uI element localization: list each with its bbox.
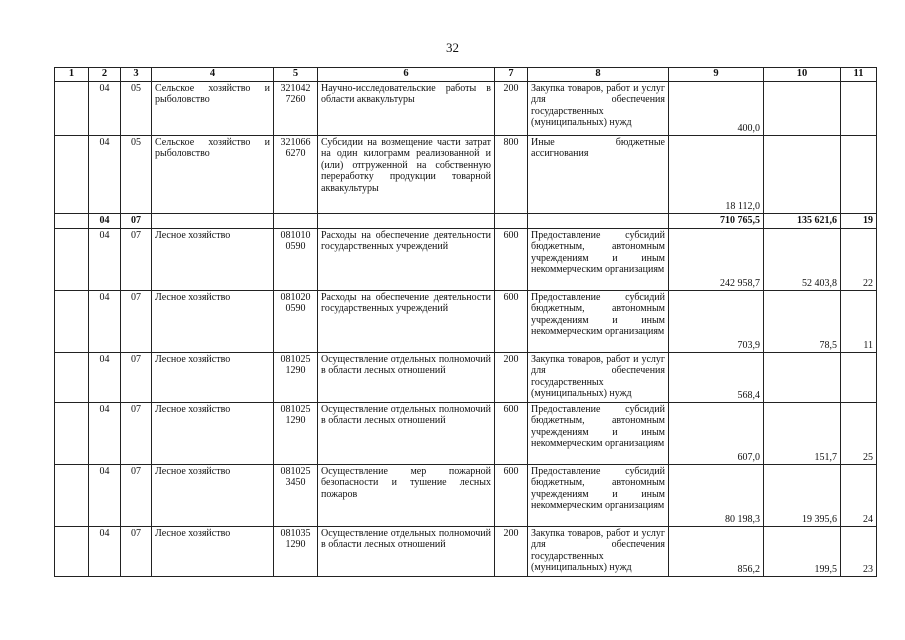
cell-c2: 04 [89, 527, 121, 577]
cell-c2: 04 [89, 291, 121, 353]
cell-c11 [841, 82, 877, 136]
table-row [55, 82, 877, 136]
header-cell: 10 [764, 68, 841, 82]
table-row-total [55, 214, 877, 229]
cell-c2: 04 [89, 82, 121, 136]
cell-c8: Иные бюджетные ассигнования [528, 136, 669, 214]
cell-c7: 200 [495, 353, 528, 403]
cell-c10 [764, 82, 841, 136]
cell-c2: 04 [89, 465, 121, 527]
cell-col-1 [55, 403, 89, 465]
cell-c7: 200 [495, 82, 528, 136]
cell-c10: 78,5 [764, 291, 841, 353]
header-cell: 4 [152, 68, 274, 82]
cell-c3: 07 [121, 291, 152, 353]
cell-c6 [318, 214, 495, 229]
cell-c6: Расходы на обеспечение деятельности государственных учреждений [318, 291, 495, 353]
header-cell: 2 [89, 68, 121, 82]
cell-c5: 081020 0590 [274, 291, 318, 353]
cell-c4: Сельское хозяйство и рыболовство [152, 82, 274, 136]
header-cell: 11 [841, 68, 877, 82]
cell-c8: Предоставление субсидий бюджетным, автономным учреждениям и иным некоммерческим организациям [528, 403, 669, 465]
cell-c2: 04 [89, 403, 121, 465]
cell-c4: Лесное хозяйство [152, 291, 274, 353]
cell-c11 [841, 353, 877, 403]
cell-c6: Осуществление мер пожарной безопасности и тушение лесных пожаров [318, 465, 495, 527]
table-row [55, 291, 877, 353]
header-cell: 8 [528, 68, 669, 82]
cell-c6: Осуществление отдельных полномочий в области лесных отношений [318, 527, 495, 577]
cell-c6: Осуществление отдельных полномочий в области лесных отношений [318, 403, 495, 465]
cell-c5: 081010 0590 [274, 229, 318, 291]
header-cell: 7 [495, 68, 528, 82]
cell-c11: 11 [841, 291, 877, 353]
cell-c10: 151,7 [764, 403, 841, 465]
cell-col-1 [55, 82, 89, 136]
budget-table [54, 67, 877, 577]
cell-c6: Научно-исследовательские работы в области аквакультуры [318, 82, 495, 136]
cell-col-1 [55, 291, 89, 353]
cell-c8: Закупка товаров, работ и услуг для обеспечения государственных (муниципальных) нужд [528, 353, 669, 403]
cell-c10: 199,5 [764, 527, 841, 577]
header-row [55, 68, 877, 82]
cell-c2: 04 [89, 229, 121, 291]
cell-c8: Закупка товаров, работ и услуг для обеспечения государственных (муниципальных) нужд [528, 527, 669, 577]
cell-c8: Предоставление субсидий бюджетным, автономным учреждениям и иным некоммерческим организациям [528, 291, 669, 353]
cell-c5 [274, 214, 318, 229]
cell-c6: Расходы на обеспечение деятельности государственных учреждений [318, 229, 495, 291]
header-cell: 1 [55, 68, 89, 82]
cell-c3: 07 [121, 465, 152, 527]
cell-c3: 07 [121, 527, 152, 577]
cell-c9: 856,2 [669, 527, 764, 577]
cell-col-1 [55, 353, 89, 403]
cell-c9: 18 112,0 [669, 136, 764, 214]
cell-c7: 200 [495, 527, 528, 577]
cell-c3: 05 [121, 136, 152, 214]
cell-c4: Лесное хозяйство [152, 353, 274, 403]
cell-c9: 607,0 [669, 403, 764, 465]
cell-c5: 081035 1290 [274, 527, 318, 577]
cell-c11: 23 [841, 527, 877, 577]
cell-c10: 135 621,6 [764, 214, 841, 229]
cell-c9: 400,0 [669, 82, 764, 136]
cell-c8: Предоставление субсидий бюджетным, автономным учреждениям и иным некоммерческим организациям [528, 465, 669, 527]
cell-col-1 [55, 229, 89, 291]
cell-c7 [495, 214, 528, 229]
cell-col-1 [55, 214, 89, 229]
header-cell: 9 [669, 68, 764, 82]
cell-c8: Закупка товаров, работ и услуг для обеспечения государственных (муниципальных) нужд [528, 82, 669, 136]
table-row [55, 403, 877, 465]
header-cell: 3 [121, 68, 152, 82]
cell-c5: 081025 1290 [274, 353, 318, 403]
cell-c4: Сельское хозяйство и рыболовство [152, 136, 274, 214]
cell-c11: 22 [841, 229, 877, 291]
cell-c4: Лесное хозяйство [152, 229, 274, 291]
table-row [55, 136, 877, 214]
table-row [55, 353, 877, 403]
page-number: 32 [446, 40, 459, 55]
table-row [55, 465, 877, 527]
table-row [55, 527, 877, 577]
cell-c2: 04 [89, 136, 121, 214]
cell-c6: Осуществление отдельных полномочий в области лесных отношений [318, 353, 495, 403]
cell-c4 [152, 214, 274, 229]
cell-c3: 07 [121, 229, 152, 291]
cell-c7: 800 [495, 136, 528, 214]
cell-c3: 07 [121, 214, 152, 229]
cell-c11: 24 [841, 465, 877, 527]
cell-c5: 081025 1290 [274, 403, 318, 465]
cell-c9: 710 765,5 [669, 214, 764, 229]
cell-c7: 600 [495, 403, 528, 465]
cell-c4: Лесное хозяйство [152, 403, 274, 465]
cell-c5: 321066 6270 [274, 136, 318, 214]
cell-c11: 25 [841, 403, 877, 465]
cell-c6: Субсидии на возмещение части затрат на один килограмм реализованной и (или) отгруженной на собственную переработку продукции товарной аквакультуры [318, 136, 495, 214]
cell-c10: 19 395,6 [764, 465, 841, 527]
table-row [55, 229, 877, 291]
cell-c8 [528, 214, 669, 229]
cell-c9: 568,4 [669, 353, 764, 403]
cell-c10 [764, 136, 841, 214]
cell-c5: 321042 7260 [274, 82, 318, 136]
cell-c10 [764, 353, 841, 403]
cell-c3: 07 [121, 353, 152, 403]
cell-c9: 703,9 [669, 291, 764, 353]
cell-col-1 [55, 465, 89, 527]
cell-c3: 07 [121, 403, 152, 465]
header-cell: 5 [274, 68, 318, 82]
cell-c8: Предоставление субсидий бюджетным, автономным учреждениям и иным некоммерческим организациям [528, 229, 669, 291]
cell-c11 [841, 136, 877, 214]
cell-c2: 04 [89, 353, 121, 403]
cell-c4: Лесное хозяйство [152, 465, 274, 527]
cell-col-1 [55, 527, 89, 577]
cell-c5: 081025 3450 [274, 465, 318, 527]
cell-c3: 05 [121, 82, 152, 136]
cell-c11: 19 [841, 214, 877, 229]
cell-c9: 80 198,3 [669, 465, 764, 527]
cell-c7: 600 [495, 465, 528, 527]
cell-c10: 52 403,8 [764, 229, 841, 291]
cell-c4: Лесное хозяйство [152, 527, 274, 577]
cell-c7: 600 [495, 291, 528, 353]
cell-col-1 [55, 136, 89, 214]
cell-c7: 600 [495, 229, 528, 291]
cell-c2: 04 [89, 214, 121, 229]
header-cell: 6 [318, 68, 495, 82]
cell-c9: 242 958,7 [669, 229, 764, 291]
